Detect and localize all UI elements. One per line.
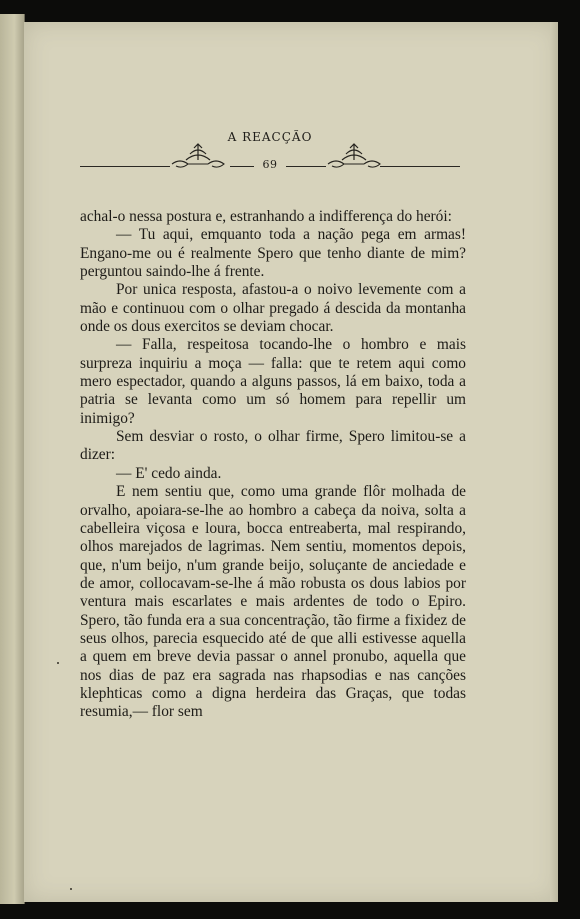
paragraph: — Tu aqui, emquanto toda a nação pega em armas! Engano-me ou é realmente Spero que tenho diante de mim? perguntou saindo-lhe á frente. bbox=[80, 226, 466, 281]
page-header bbox=[80, 130, 460, 176]
page-right-edge bbox=[550, 22, 558, 902]
paragraph: achal-o nessa postura e, estranhando a indifferença do herói: bbox=[80, 208, 452, 225]
paper-speck bbox=[70, 888, 72, 890]
paragraph: Por unica resposta, afastou-a o noivo levemente com a mão e continuou com o olhar pregado á descida da montanha onde os dous exercitos se deviam chocar. bbox=[80, 281, 466, 336]
fleuron-ornament-right-icon bbox=[324, 142, 384, 172]
facing-page-edge bbox=[0, 14, 25, 904]
paragraph: E nem sentiu que, como uma grande flôr molhada de orvalho, apoiara-se-lhe ao hombro a cabeça da noiva, solta a cabelleira viçosa e loura, bocca entreaberta, mal respirando, olhos marejados de lagrimas. Nem sentiu, momentos depois, que, n'um beijo, n'um grande beijo, soluçante de anciedade e de amor, collocavam-se-lhe á mão robusta os dous labios por ventura mais escarlates e mais ardentes de todo o Epiro. Spero, tão funda era a sua concentração, tão firme a fixidez de seus olhos, parecia esquecido até de que alli estivesse aquella a quem em breve devia passar o annel pronubo, aquella que nos dias de paz era sagrada nas rhapsodias e nas canções klephticas como a digna herdeira das Graças, que todas resumia,— flor sem bbox=[80, 483, 466, 721]
header-rule-mid-right bbox=[286, 166, 326, 167]
header-rule-right bbox=[380, 166, 460, 167]
body-text bbox=[80, 208, 466, 722]
paragraph: — E' cedo ainda. bbox=[116, 464, 222, 482]
book-page bbox=[24, 22, 558, 902]
paragraph: Sem desviar o rosto, o olhar firme, Spero limitou-se a dizer: bbox=[80, 428, 466, 464]
running-title: A REACÇÃO bbox=[227, 130, 313, 144]
page-number: 69 bbox=[262, 158, 278, 171]
paragraph: — Falla, respeitosa tocando-lhe o hombro e mais surpreza inquiriu a moça — falla: que te retem aqui como mero espectador, quando a alguns passos, lá em baixo, toda a patria se levanta como um só homem para repellir um inimigo? bbox=[80, 336, 466, 427]
paper-speck bbox=[57, 662, 59, 664]
